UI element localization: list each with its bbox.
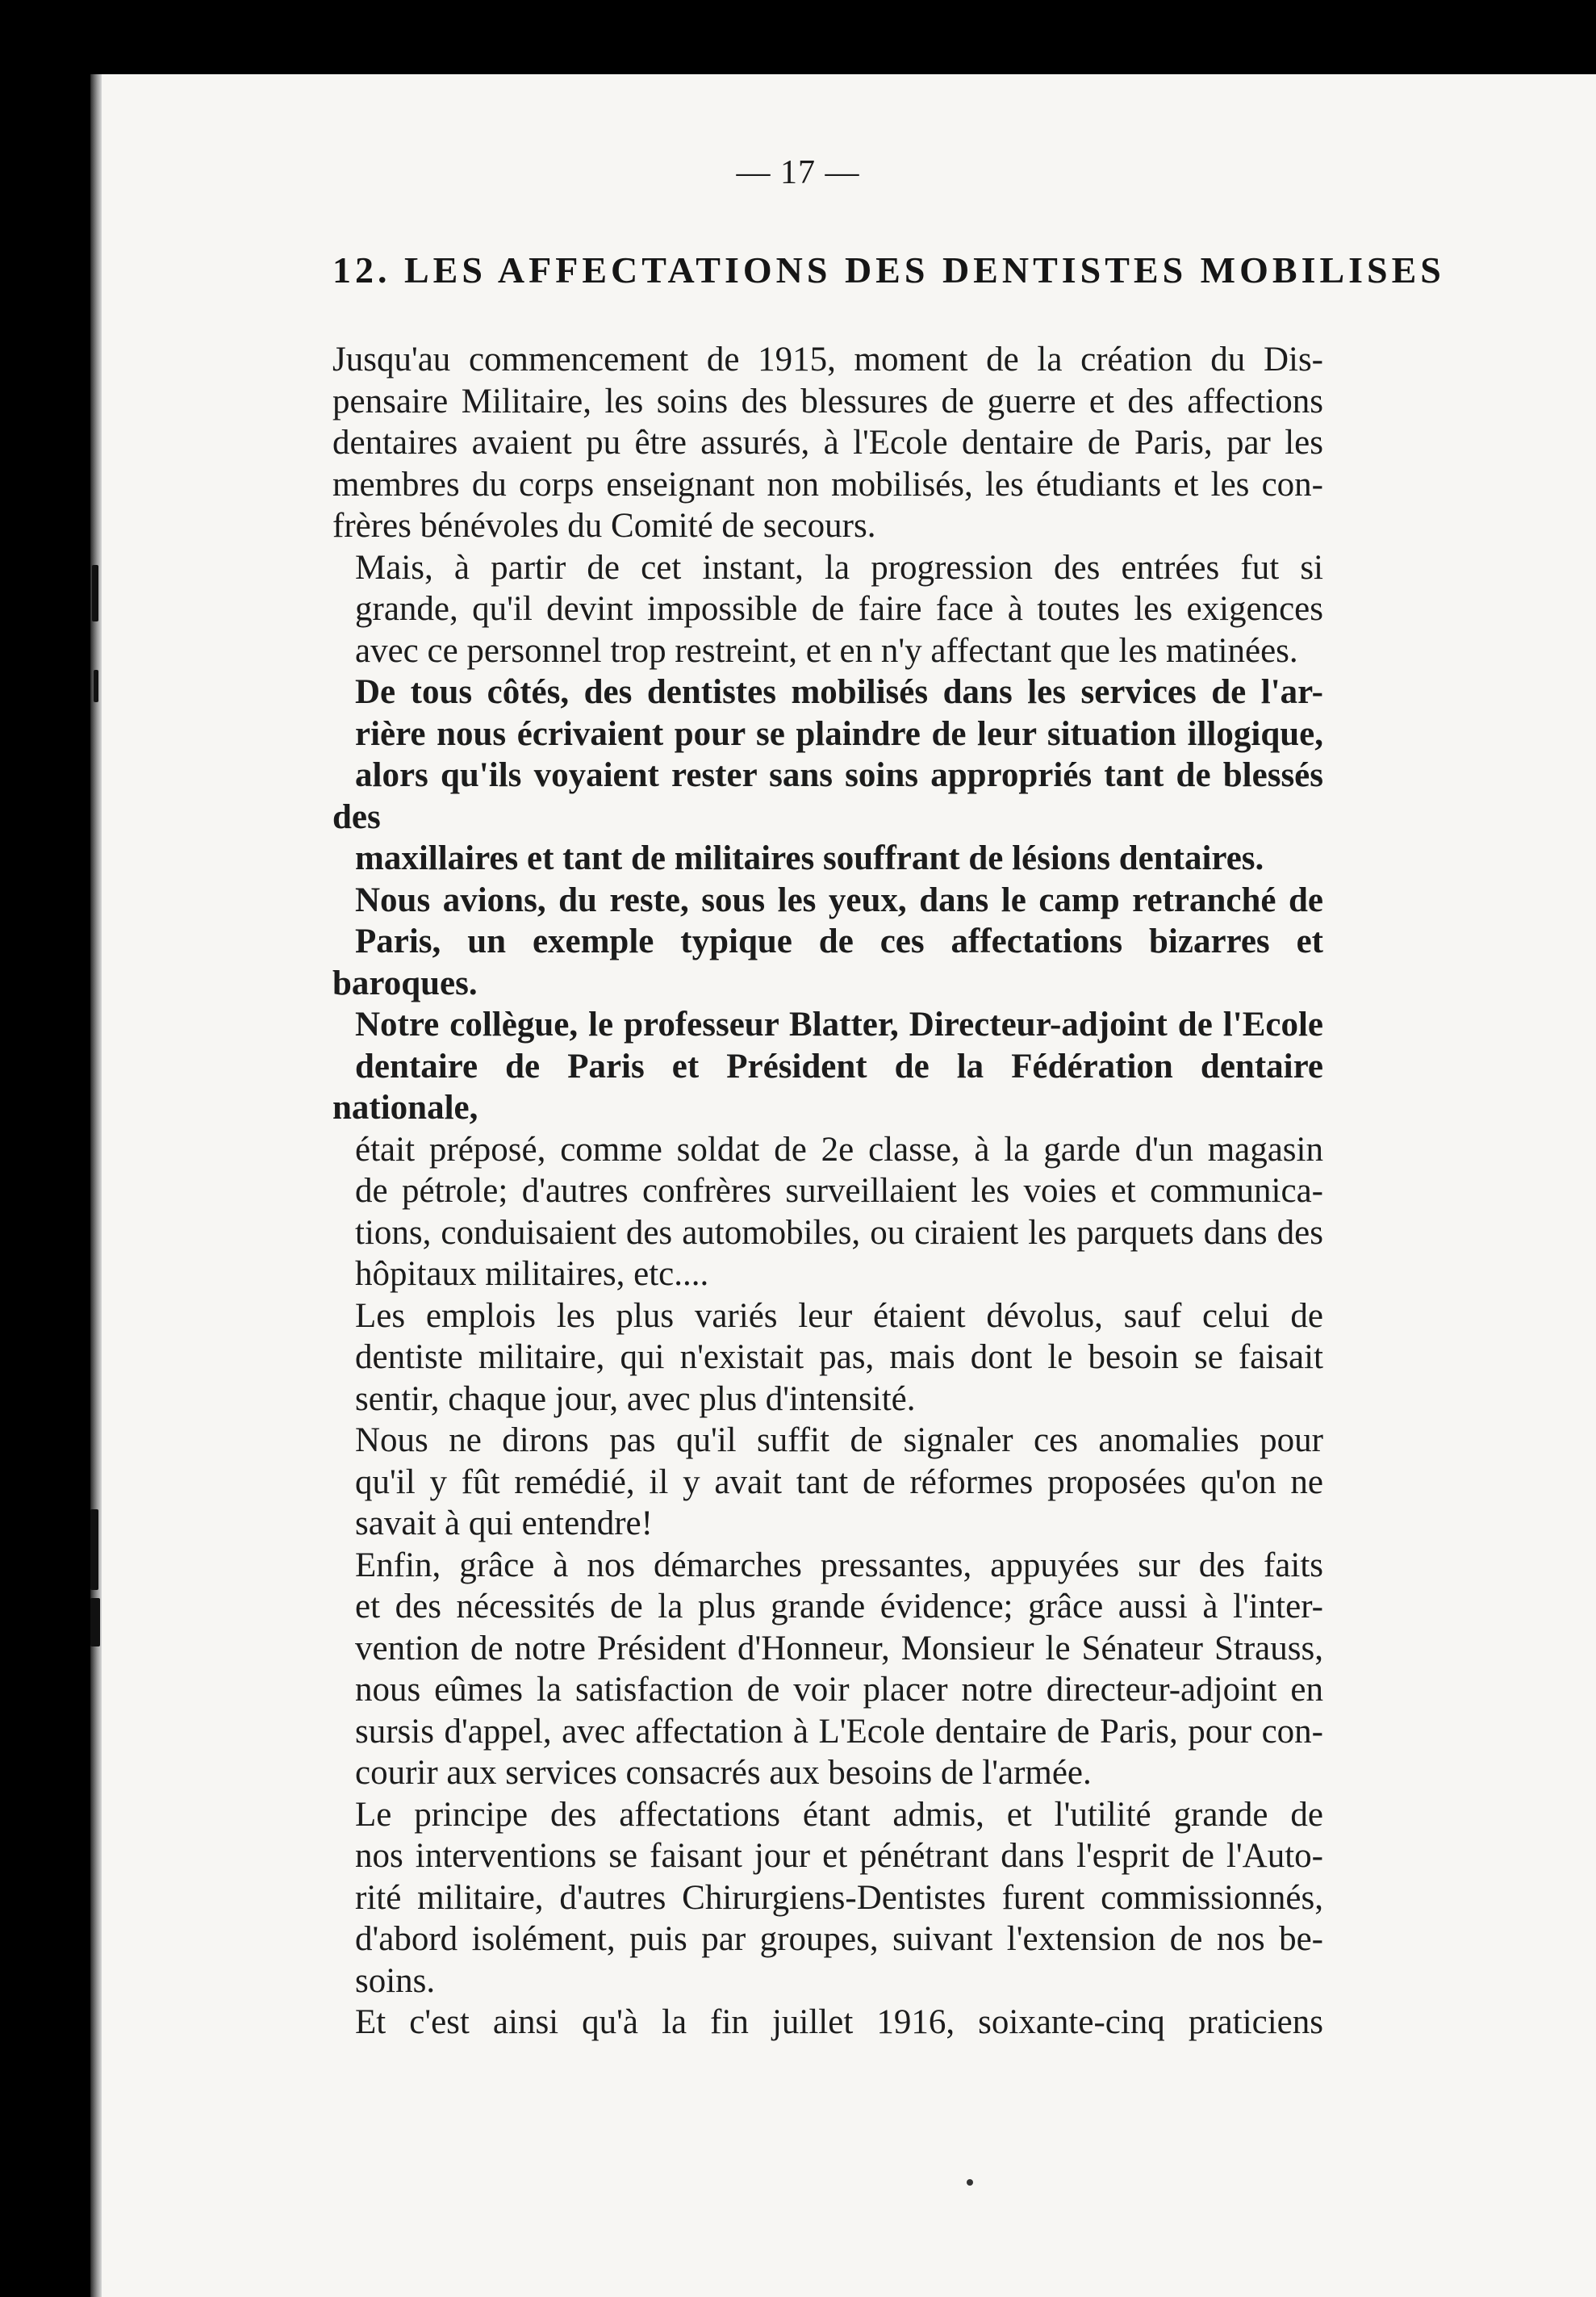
text-line: Les emplois les plus variés leur étaient dévolus, sauf celui de [355, 1296, 1323, 1335]
binding-mark [92, 565, 98, 621]
paragraph [332, 1794, 1323, 2002]
paragraph [332, 880, 1323, 1005]
text-line: et des nécessités de la plus grande évidence; grâce aussi à l'inter- [355, 1588, 1323, 1625]
text-line: savait à qui entendre! [355, 1504, 653, 1542]
text-line: Le principe des affectations étant admis, et l'utilité grande de [355, 1795, 1323, 1834]
text-line: pensaire Militaire, les soins des blessures de guerre et des affections [332, 382, 1323, 420]
text-line: maxillaires et tant de militaires souffrant de lésions dentaires. [355, 839, 1264, 877]
text-line: rité militaire, d'autres Chirurgiens-Dentistes furent commissionnés, [355, 1878, 1323, 1917]
text-line: Et c'est ainsi qu'à la fin juillet 1916, soixante-cinq praticiens [355, 2003, 1323, 2041]
text-line: sentir, chaque jour, avec plus d'intensité. [355, 1379, 916, 1418]
paragraph [332, 1545, 1323, 1794]
text-line: Nous avions, du reste, sous les yeux, dans le camp retranché de [355, 881, 1323, 919]
text-line: dentiste militaire, qui n'existait pas, mais dont le besoin se faisait [355, 1338, 1323, 1376]
text-line: dentaires avaient pu être assurés, à l'Ecole dentaire de Paris, par les [332, 424, 1323, 462]
paragraph [332, 339, 1323, 547]
text-line: nous eûmes la satisfaction de voir placer notre directeur-adjoint en [355, 1671, 1323, 1709]
binding-mark [94, 670, 98, 702]
text-line: vention de notre Président d'Honneur, Monsieur le Sénateur Strauss, [355, 1629, 1323, 1667]
text-line: frères bénévoles du Comité de secours. [332, 507, 876, 545]
text-line: avec ce personnel trop restreint, et en n'y affectant que les matinées. [355, 631, 1298, 670]
paragraph [332, 2002, 1323, 2044]
text-line: membres du corps enseignant non mobilisés, les étudiants et les con- [332, 465, 1323, 504]
text-line: Enfin, grâce à nos démarches pressantes, appuyées sur des faits [355, 1546, 1323, 1584]
text-line: rière nous écrivaient pour se plaindre de leur situation illogique, [355, 714, 1323, 753]
text-line: grande, qu'il devint impossible de faire face à toutes les exigences [355, 590, 1323, 628]
page-binding-edge [90, 74, 102, 2297]
page-number: — 17 — [736, 154, 860, 191]
page-speck [967, 2179, 973, 2186]
text-line: dentaire de Paris et Président de la Fédération dentaire nationale, [332, 1047, 1323, 1127]
text-line: hôpitaux militaires, etc.... [355, 1255, 709, 1293]
text-line: courir aux services consacrés aux besoins de l'armée. [355, 1754, 1092, 1792]
text-line: qu'il y fût remédié, il y avait tant de réformes proposées qu'on ne [355, 1462, 1323, 1501]
text-line: soins. [355, 1961, 436, 2000]
paragraph [332, 1004, 1323, 1295]
paragraph [332, 672, 1323, 880]
text-line: alors qu'ils voyaient rester sans soins appropriés tant de blessés des [332, 756, 1323, 836]
text-line: sursis d'appel, avec affectation à L'Ecole dentaire de Paris, pour con- [355, 1712, 1323, 1751]
text-line: de pétrole; d'autres confrères surveillaient les voies et communica- [355, 1172, 1323, 1210]
text-line: Jusqu'au commencement de 1915, moment de la création du Dis- [332, 341, 1323, 379]
text-line: Nous ne dirons pas qu'il suffit de signaler ces anomalies pour [355, 1421, 1323, 1459]
text-line: Paris, un exemple typique de ces affectations bizarres et baroques. [332, 923, 1323, 1002]
binding-mark [90, 1598, 100, 1646]
text-line: d'abord isolément, puis par groupes, suivant l'extension de nos be- [355, 1920, 1323, 1958]
chapter-title: 12. LES AFFECTATIONS DES DENTISTES MOBILISES [332, 249, 1445, 291]
paragraph [332, 1295, 1323, 1420]
paragraph [332, 547, 1323, 672]
binding-mark [90, 1509, 98, 1590]
body-text [332, 339, 1323, 2044]
text-line: Notre collègue, le professeur Blatter, Directeur-adjoint de l'Ecole [355, 1006, 1323, 1044]
paragraph [332, 1420, 1323, 1545]
text-line: Mais, à partir de cet instant, la progression des entrées fut si [355, 548, 1323, 587]
text-line: tions, conduisaient des automobiles, ou ciraient les parquets dans des [355, 1213, 1323, 1252]
text-line: était préposé, comme soldat de 2e classe, à la garde d'un magasin [355, 1130, 1323, 1169]
text-line: nos interventions se faisant jour et pénétrant dans l'esprit de l'Auto- [355, 1837, 1323, 1875]
text-line: De tous côtés, des dentistes mobilisés dans les services de l'ar- [355, 673, 1323, 711]
